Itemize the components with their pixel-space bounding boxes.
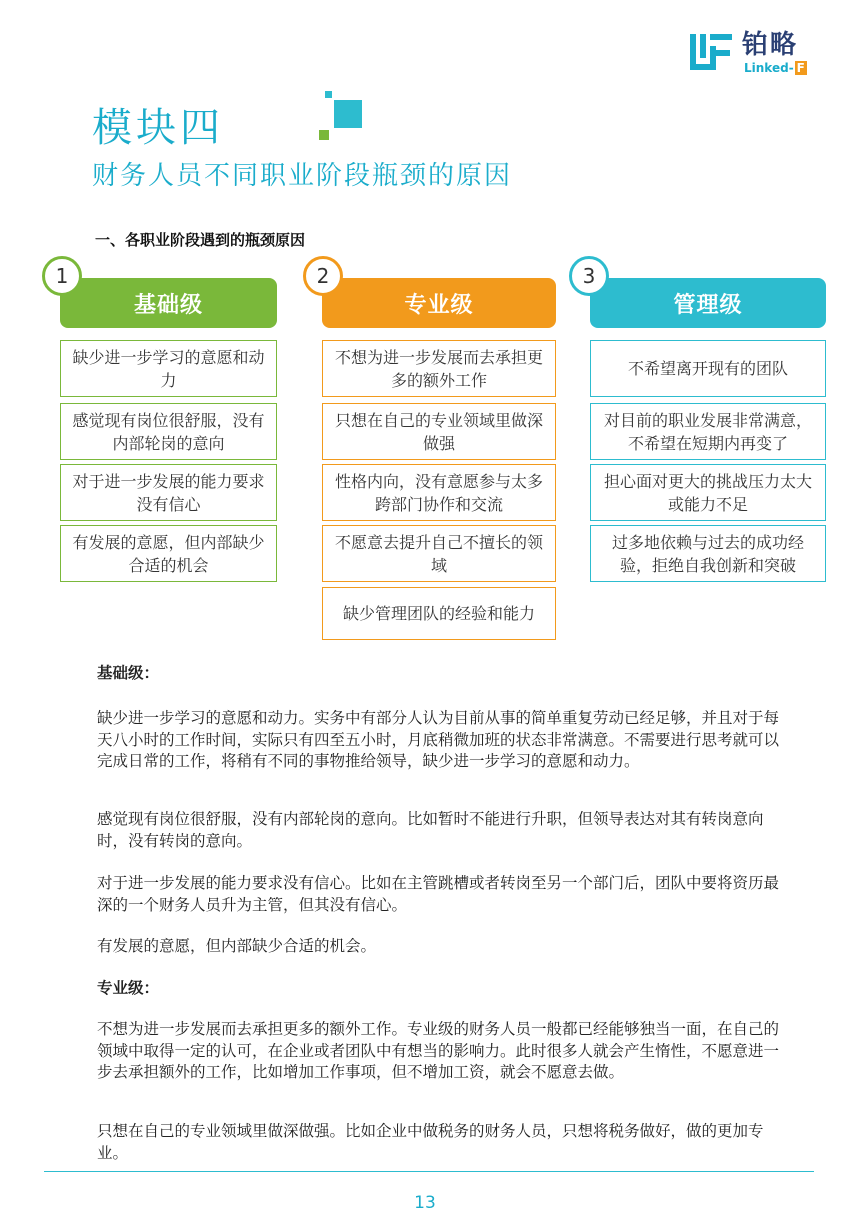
- basic-level-heading: 基础级：: [97, 664, 160, 682]
- professional-level-heading: 专业级：: [97, 979, 160, 997]
- professional-item-4: 不愿意去提升自己不擅长的领域: [322, 525, 556, 582]
- basic-paragraph-2: 感觉现有岗位很舒服，没有内部轮岗的意向。比如暂时不能进行升职，但领导表达对其有转岗意向时，没有转岗的意向。: [97, 810, 764, 850]
- logo-english-name: Linked- F: [744, 61, 805, 75]
- basic-paragraph-4: 有发展的意愿，但内部缺少合适的机会。: [97, 937, 377, 955]
- management-item-3: 担心面对更大的挑战压力太大或能力不足: [590, 464, 826, 521]
- basic-item-2: 感觉现有岗位很舒服，没有内部轮岗的意向: [60, 403, 277, 460]
- professional-item-1: 不想为进一步发展而去承担更多的额外工作: [322, 340, 556, 397]
- logo-mark-icon: [690, 30, 734, 74]
- column-header-management: 管理级: [590, 278, 826, 328]
- management-item-4: 过多地依赖与过去的成功经验，拒绝自我创新和突破: [590, 525, 826, 582]
- column-number-2: 2: [303, 256, 343, 296]
- decor-square-green: [319, 130, 329, 140]
- professional-paragraph-1: 不想为进一步发展而去承担更多的额外工作。专业级的财务人员一般都已经能够独当一面，在自己的领域中取得一定的认可，在企业或者团队中有想当的影响力。此时很多人就会产生惰性，不愿意进一步去承担额外的工作，比如增加工作事项，但不增加工资，就会不愿意去做。: [97, 1020, 780, 1081]
- module-title: 模块四: [92, 105, 224, 151]
- basic-item-3: 对于进一步发展的能力要求没有信心: [60, 464, 277, 521]
- basic-item-4: 有发展的意愿，但内部缺少合适的机会: [60, 525, 277, 582]
- footer-divider: [44, 1171, 814, 1172]
- management-item-1: 不希望离开现有的团队: [590, 340, 826, 397]
- professional-item-2: 只想在自己的专业领域里做深做强: [322, 403, 556, 460]
- column-header-professional: 专业级: [322, 278, 556, 328]
- professional-paragraph-2: 只想在自己的专业领域里做深做强。比如企业中做税务的财务人员，只想将税务做好，做的更加专业。: [97, 1122, 764, 1162]
- column-number-1: 1: [42, 256, 82, 296]
- column-header-basic: 基础级: [60, 278, 277, 328]
- management-item-2: 对目前的职业发展非常满意，不希望在短期内再变了: [590, 403, 826, 460]
- basic-item-1: 缺少进一步学习的意愿和动力: [60, 340, 277, 397]
- professional-item-3: 性格内向，没有意愿参与太多跨部门协作和交流: [322, 464, 556, 521]
- page-number: 13: [414, 1193, 436, 1213]
- section-heading: 一、各职业阶段遇到的瓶颈原因: [95, 231, 306, 249]
- company-logo: [690, 30, 820, 78]
- column-number-3: 3: [569, 256, 609, 296]
- basic-paragraph-1: 缺少进一步学习的意愿和动力。实务中有部分人认为目前从事的简单重复劳动已经足够，并且对于每天八小时的工作时间，实际只有四至五小时，月底稍微加班的状态非常满意。不需要进行思考就可以完成日常的工作，将稍有不同的事物推给领导，缺少进一步学习的意愿和动力。: [97, 709, 780, 770]
- module-subtitle: 财务人员不同职业阶段瓶颈的原因: [92, 161, 513, 191]
- decor-square-teal-large: [334, 100, 362, 128]
- basic-paragraph-3: 对于进一步发展的能力要求没有信心。比如在主管跳槽或者转岗至另一个部门后，团队中要将资历最深的一个财务人员升为主管，但其没有信心。: [97, 874, 780, 914]
- professional-item-5: 缺少管理团队的经验和能力: [322, 587, 556, 640]
- decor-square-teal-small: [325, 91, 332, 98]
- logo-chinese-name: 铂略: [742, 30, 799, 60]
